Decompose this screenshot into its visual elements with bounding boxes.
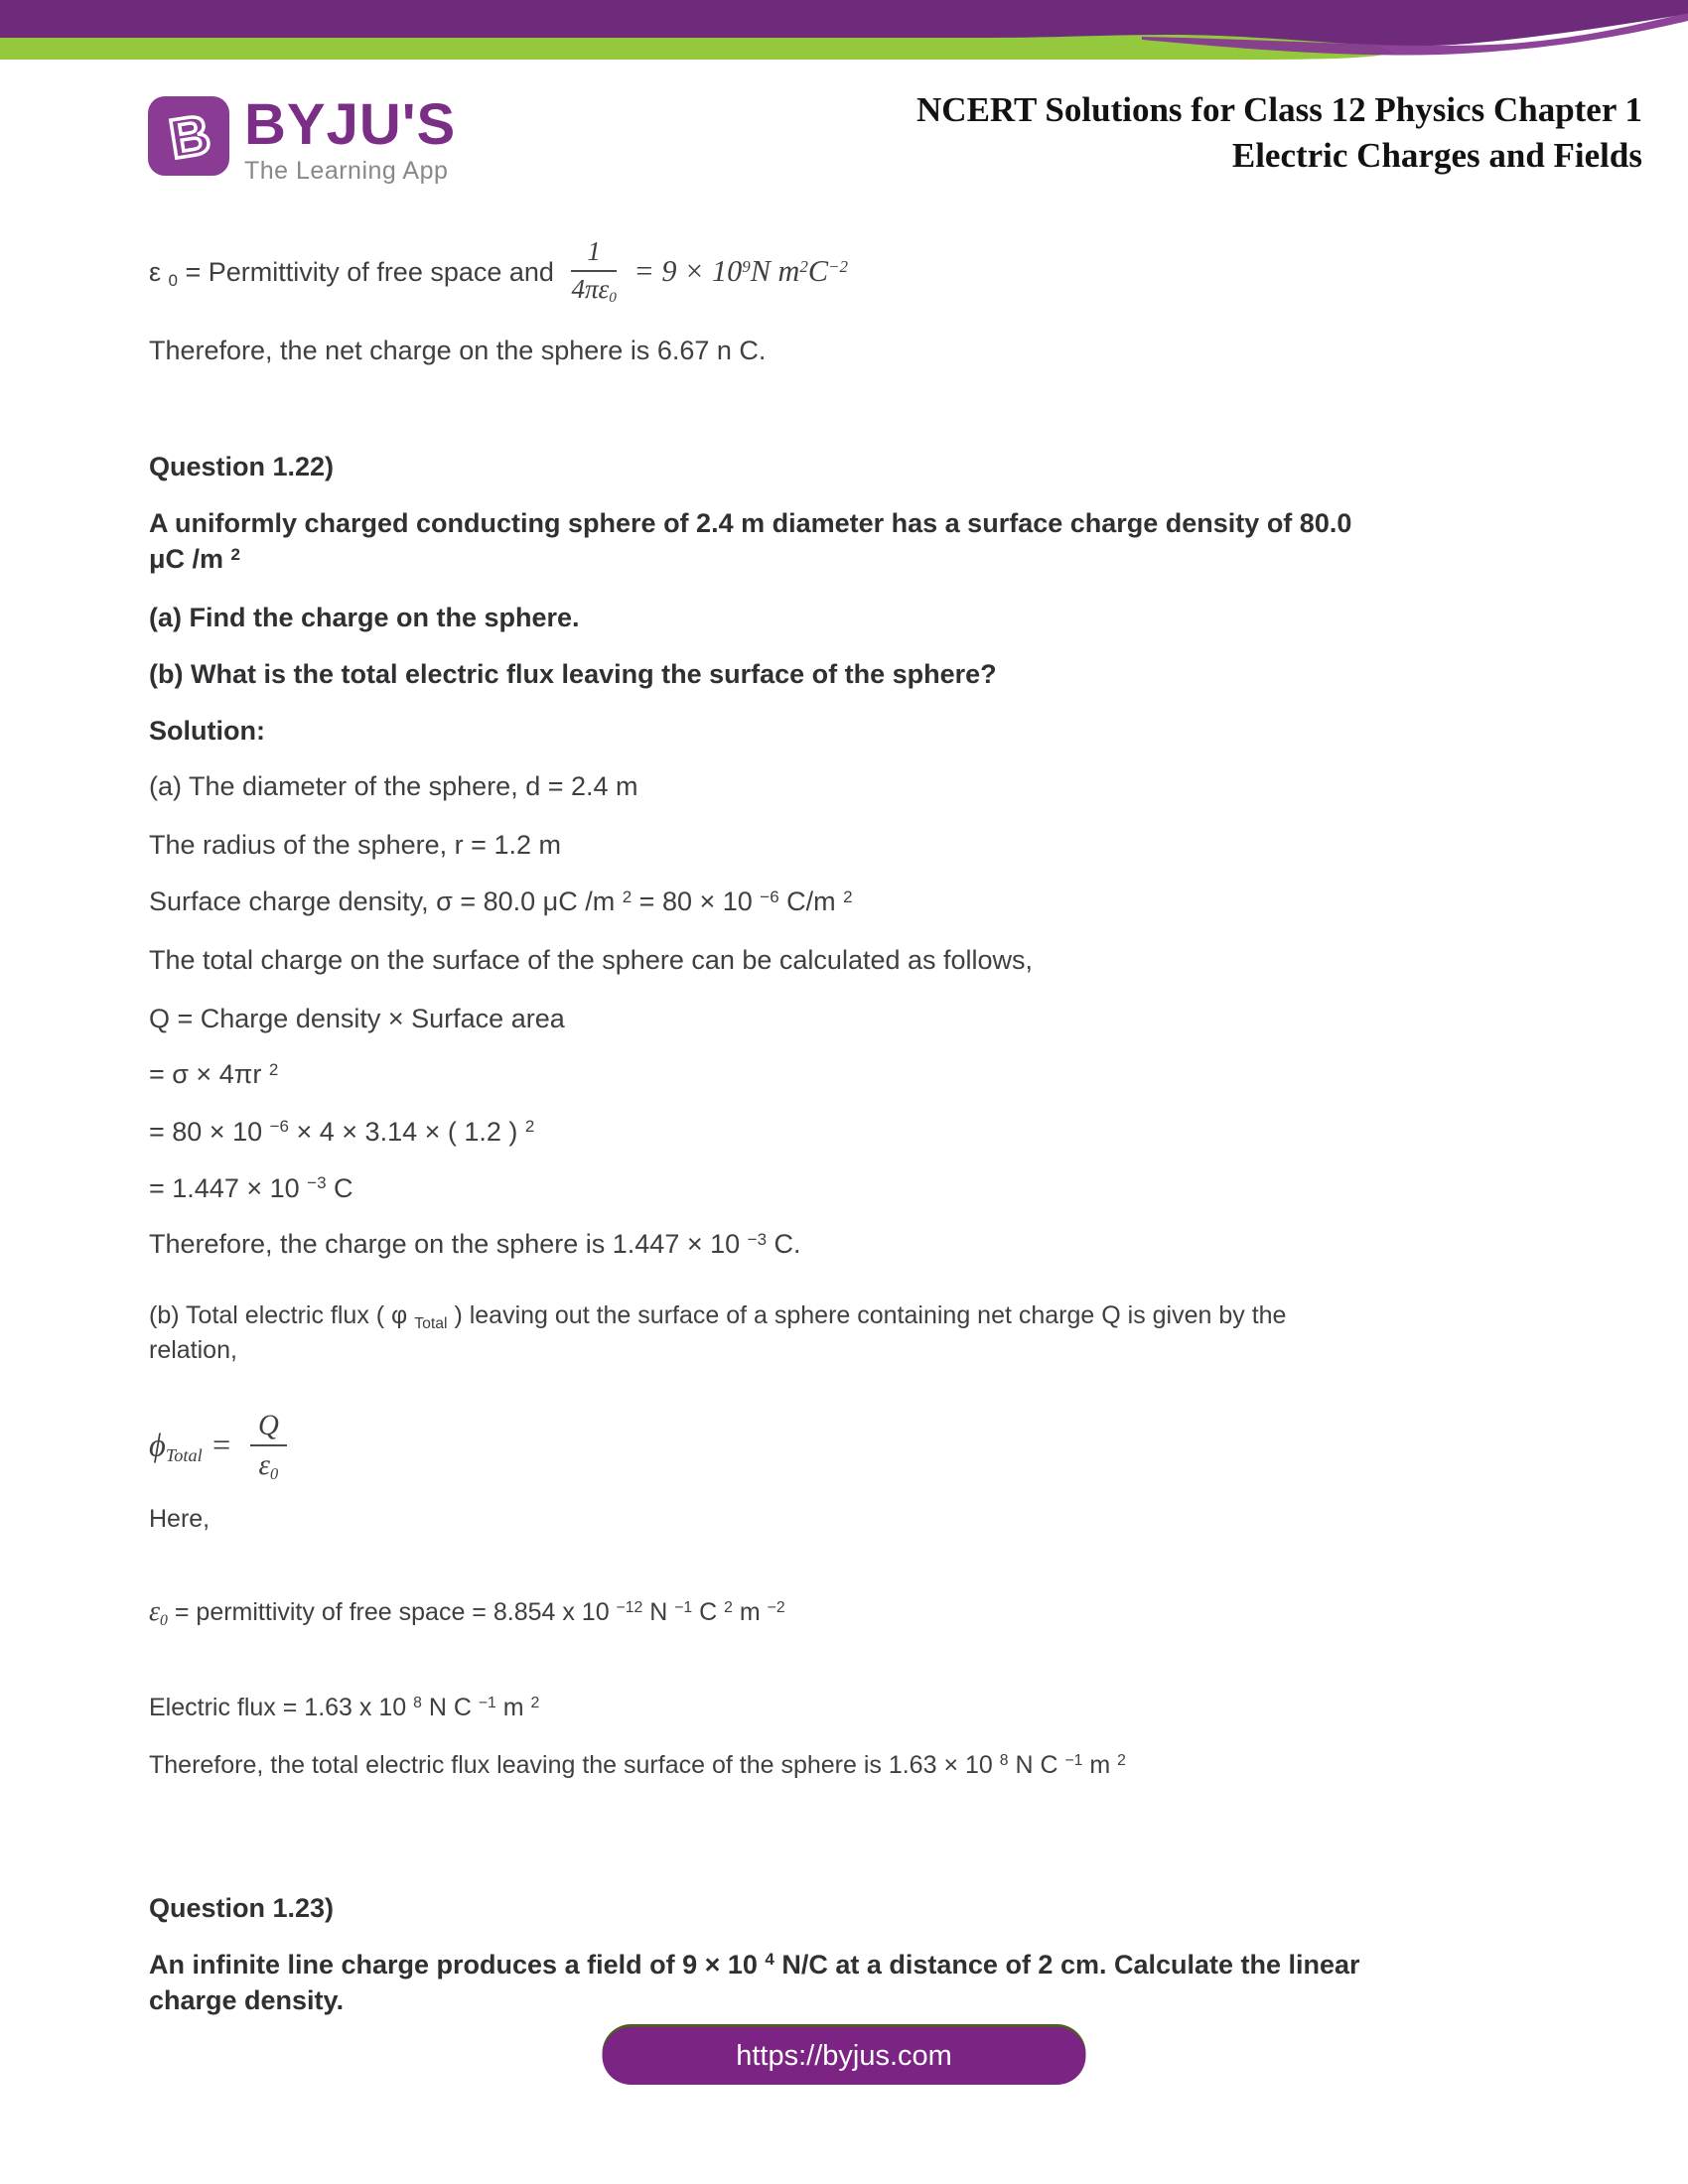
text-segment: −1 (478, 1695, 496, 1711)
text-segment: = 9 × (626, 253, 713, 288)
p-electric-flux (149, 1691, 1688, 1725)
text-segment: The radius of the sphere, r = 1.2 m (149, 829, 561, 860)
p-permittivity-value (149, 1594, 1688, 1630)
p-q23-text (149, 1947, 1688, 2018)
text-segment: −2 (767, 1599, 785, 1616)
text-segment: = 80 × 10 (149, 1116, 270, 1147)
p-sol-a-result (149, 1171, 1688, 1207)
text-segment: Total (165, 1444, 203, 1465)
text-segment: 2 (524, 1117, 535, 1137)
p-phi-formula (149, 1409, 1688, 1484)
text-segment: 2 (724, 1599, 733, 1616)
logo-b-glyph: B (165, 102, 214, 171)
fraction-numerator (571, 237, 616, 272)
p-sol-a-sigma (149, 1057, 1688, 1093)
text-segment: Question 1.23) (149, 1892, 335, 1923)
text-segment: −3 (747, 1229, 768, 1249)
text-segment: A uniformly charged conducting sphere of 2.4 m diameter has a surface charge density of 80.0 (149, 508, 1352, 539)
text-segment: 2 (843, 887, 853, 906)
p-q22-b (149, 656, 1688, 692)
text-segment: Therefore, the total electric flux leaving the surface of the sphere is 1.63 × 10 (149, 1750, 1000, 1779)
text-segment: 2 (530, 1695, 540, 1711)
text-segment: −12 (616, 1599, 643, 1616)
text-segment: = (202, 1428, 240, 1464)
text-segment: Here, (149, 1504, 211, 1533)
text-segment: −6 (269, 1117, 289, 1137)
p-sol-a-total-charge (149, 943, 1688, 979)
text-segment: m (495, 1693, 531, 1721)
p-sol-b-conclusion (149, 1748, 1688, 1783)
text-segment: 10 (712, 253, 743, 288)
text-segment: relation, (149, 1335, 237, 1364)
text-segment: (a) Find the charge on the sphere. (149, 603, 580, 633)
text-segment: −3 (307, 1173, 327, 1193)
text-segment: −1 (674, 1599, 693, 1616)
text-segment: 8 (999, 1752, 1009, 1769)
text-segment: Surface charge density, σ = 80.0 μC /m (149, 887, 623, 917)
title-line-1: NCERT Solutions for Class 12 Physics Chapter 1 (916, 90, 1642, 129)
text-segment: 4πε (571, 273, 610, 304)
title-line-2: Electric Charges and Fields (1231, 136, 1642, 175)
logo-tagline-text: The Learning App (244, 157, 449, 185)
text-segment: N m (750, 253, 800, 288)
text-segment: × 4 × 3.14 × ( 1.2 ) (289, 1116, 525, 1147)
text-segment: = permittivity of free space = 8.854 x 10 (167, 1597, 617, 1626)
fraction (250, 1410, 287, 1481)
text-segment: N C (1008, 1750, 1065, 1779)
byjus-link-button[interactable]: https://byjus.com (603, 2027, 1086, 2085)
p-net-charge (149, 334, 1688, 369)
text-segment: ϕ (149, 1428, 166, 1464)
text-segment: The total charge on the surface of the sphere can be calculated as follows, (149, 945, 1034, 976)
text-segment: −2 (827, 257, 848, 277)
text-segment: 2 (622, 887, 633, 906)
text-segment: Total (414, 1314, 448, 1332)
fraction-denominator (571, 272, 616, 305)
text-segment: m (732, 1597, 768, 1626)
text-segment: m (1082, 1750, 1118, 1779)
p-sol-a-q (149, 1002, 1688, 1037)
text-segment: C (326, 1172, 353, 1203)
text-segment: Therefore, the net charge on the sphere is 6.67 n C. (149, 335, 767, 365)
text-segment: = σ × 4πr (149, 1059, 269, 1090)
text-segment: = 1.447 × 10 (149, 1172, 308, 1203)
text-segment: 2 (1117, 1752, 1126, 1769)
text-segment: Therefore, the charge on the sphere is 1.447 × 10 (149, 1229, 748, 1260)
text-segment: C (692, 1597, 725, 1626)
text-segment: 4 (765, 1950, 774, 1970)
p-sol-b-intro (149, 1298, 1688, 1368)
text-segment: (b) What is the total electric flux leaving the surface of the sphere? (149, 659, 997, 690)
text-segment: (b) Total electric flux ( φ (149, 1300, 415, 1329)
text-segment: μC /m (149, 544, 231, 575)
text-segment: 1 (587, 236, 601, 266)
p-sol-a-radius (149, 828, 1688, 864)
text-segment: charge density. (149, 1984, 345, 2015)
text-segment: 0 (609, 289, 617, 307)
text-segment: ε (149, 256, 169, 287)
text-segment: = 80 × 10 (632, 887, 761, 917)
p-here (149, 1502, 1688, 1537)
text-segment: 2 (230, 544, 240, 564)
p-sol-a-conclusion (149, 1227, 1688, 1263)
p-q23-heading (149, 1890, 1688, 1926)
text-segment: ε (258, 1448, 271, 1481)
text-segment: = Permittivity of free space and (178, 256, 562, 287)
fraction (571, 237, 616, 305)
p-solution (149, 713, 1688, 749)
text-segment: 2 (799, 257, 808, 277)
text-segment: Q = Charge density × Surface area (149, 1003, 565, 1033)
text-segment: N C (421, 1693, 479, 1721)
p-sol-a-diameter (149, 769, 1688, 805)
text-segment: N/C at a distance of 2 cm. Calculate the linear (774, 1949, 1360, 1979)
text-segment: Q (257, 1409, 279, 1441)
fraction-denominator (250, 1446, 287, 1481)
p-sol-a-density (149, 885, 1688, 920)
p-q22-heading (149, 449, 1688, 484)
text-segment: Solution: (149, 716, 265, 747)
text-segment: Electric flux = 1.63 x 10 (149, 1693, 414, 1721)
p-sol-a-calc (149, 1115, 1688, 1151)
text-segment: 0 (160, 1611, 168, 1629)
text-segment: An infinite line charge produces a field of 9 × 10 (149, 1949, 766, 1979)
text-segment: 9 (742, 257, 751, 277)
text-segment: N (642, 1597, 675, 1626)
text-segment: −1 (1064, 1752, 1083, 1769)
p-q22-text (149, 505, 1688, 577)
text-segment: C/m (778, 887, 844, 917)
text-segment: 2 (268, 1059, 279, 1079)
text-segment: 8 (413, 1695, 422, 1711)
text-segment: C. (767, 1229, 801, 1260)
text-segment: 0 (270, 1463, 279, 1483)
fraction-numerator (250, 1410, 287, 1446)
logo-brand-text: BYJU'S (244, 92, 457, 157)
text-segment: ε (149, 1595, 161, 1627)
p-q22-a (149, 600, 1688, 635)
text-segment: C (807, 253, 828, 288)
text-segment: Question 1.22) (149, 452, 335, 482)
text-segment: (a) The diameter of the sphere, d = 2.4 m (149, 771, 638, 802)
p-permittivity-formula (149, 236, 1688, 308)
text-segment: ) leaving out the surface of a sphere containing net charge Q is given by the (447, 1300, 1287, 1329)
text-segment: −6 (760, 887, 779, 906)
text-segment: 0 (168, 271, 179, 291)
